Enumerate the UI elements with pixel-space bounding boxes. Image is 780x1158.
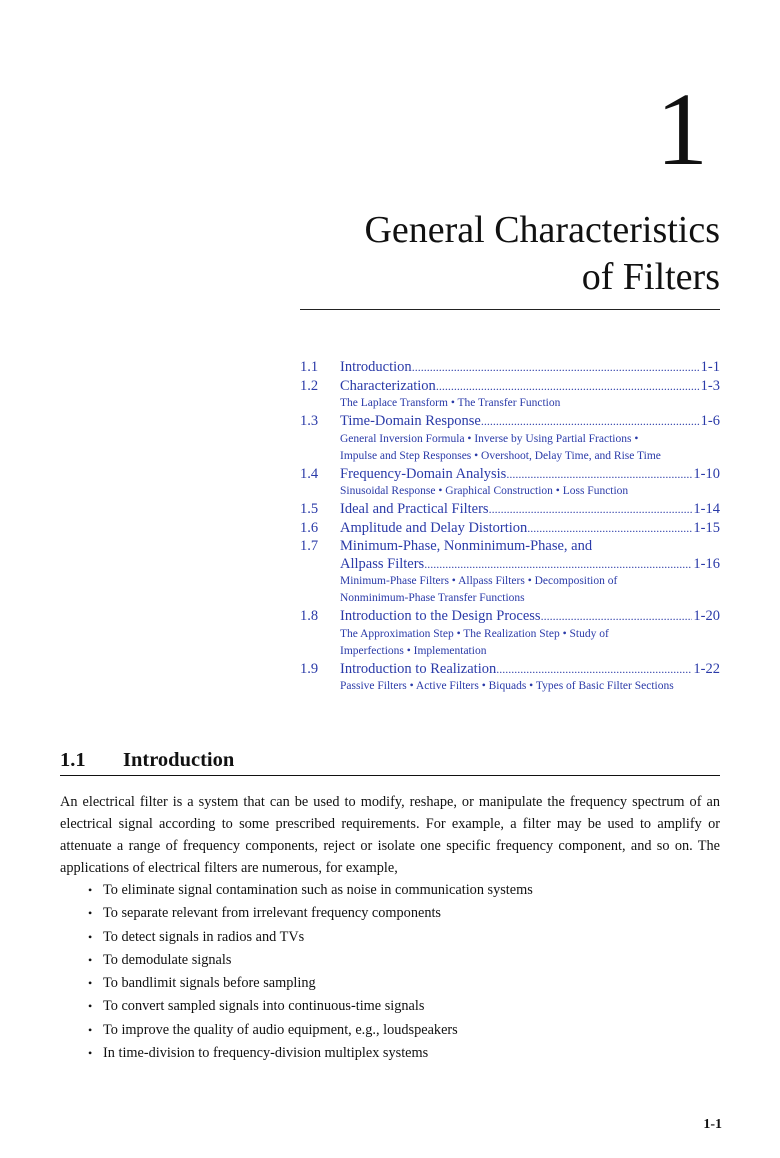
toc-leader: [412, 359, 700, 377]
toc-entry-1-2[interactable]: [300, 378, 720, 413]
list-item-text: In time-division to frequency-division multiplex systems: [103, 1045, 429, 1062]
list-item-text: To bandlimit signals before sampling: [103, 975, 316, 992]
toc-leader: [481, 413, 700, 431]
list-item-text: To convert sampled signals into continuous-time signals: [103, 998, 425, 1015]
toc-leader: [496, 661, 692, 679]
toc-subtopics: The Laplace Transform • The Transfer Function: [340, 397, 561, 409]
bullet-icon: •: [88, 976, 93, 991]
toc-page: 1-6: [700, 413, 720, 429]
toc-number: 1.4: [300, 465, 319, 482]
chapter-title-line: of Filters: [581, 256, 720, 298]
toc-subtopics: The Approximation Step • The Realization Step • Study of Imperfections • Implementation: [340, 627, 609, 657]
toc-leader: [424, 556, 692, 574]
list-item-text: To detect signals in radios and TVs: [103, 928, 305, 945]
toc-subtopics: Sinusoidal Response • Graphical Construction • Loss Function: [340, 485, 629, 497]
toc-title: Frequency-Domain Analysis: [340, 465, 507, 482]
table-of-contents: [300, 359, 720, 696]
toc-number: 1.9: [300, 660, 319, 677]
toc-title: Allpass Filters: [340, 555, 425, 572]
bullet-icon: •: [88, 1046, 93, 1061]
toc-subtopics: Passive Filters • Active Filters • Biquads • Types of Basic Filter Sections: [340, 680, 674, 692]
list-item-text: To improve the quality of audio equipment, e.g., loudspeakers: [103, 1021, 458, 1038]
bullet-icon: •: [88, 999, 93, 1014]
toc-number: 1.7: [300, 538, 319, 554]
bullet-icon: •: [88, 952, 93, 967]
toc-leader: [541, 608, 693, 626]
toc-title: Time-Domain Response: [340, 413, 481, 429]
toc-title: Introduction to Realization: [340, 660, 497, 677]
list-item: [88, 949, 533, 972]
toc-page: 1-10: [693, 465, 720, 482]
list-item-text: To separate relevant from irrelevant frequency components: [103, 905, 442, 922]
toc-page: 1-3: [700, 377, 720, 394]
toc-page: 1-16: [693, 555, 720, 572]
toc-number: 1.1: [300, 359, 319, 375]
toc-page: 1-20: [693, 608, 720, 624]
applications-list: [88, 879, 533, 1065]
title-rule: [300, 309, 720, 310]
page-number: 1-1: [703, 1117, 722, 1132]
section-heading: [60, 749, 720, 776]
toc-page: 1-15: [693, 519, 720, 536]
toc-subtopics: Minimum-Phase Filters • Allpass Filters • Decomposition of Nonminimum-Phase Transfer Functions: [340, 575, 618, 604]
section-number: 1.1: [60, 749, 86, 771]
list-item-text: To demodulate signals: [103, 951, 232, 968]
toc-title: Minimum-Phase, Nonminimum-Phase, and: [340, 538, 593, 554]
toc-entry-1-7[interactable]: [300, 538, 720, 607]
chapter-title-line: General Characteristics: [364, 209, 720, 251]
bullet-icon: •: [88, 906, 93, 921]
toc-entry-1-6[interactable]: [300, 520, 720, 538]
toc-page: 1-22: [693, 660, 720, 677]
intro-paragraph: An electrical filter is a system that can be used to modify, reshape, or manipulate the frequency spectrum of an electrical signal according to some prescribed requirements. For example, a filter may be used to amplify or attenuate a range of frequency components, reject or isolate one specific frequency component, and so on. The applications of electrical filters are numerous, for example,: [60, 794, 720, 876]
toc-entry-1-4[interactable]: [300, 466, 720, 501]
toc-leader: [489, 501, 693, 519]
list-item-text: To eliminate signal contamination such as noise in communication systems: [103, 882, 533, 898]
toc-entry-1-1[interactable]: [300, 359, 720, 377]
toc-title: Characterization: [340, 377, 436, 394]
toc-entry-1-3[interactable]: [300, 413, 720, 465]
toc-number: 1.3: [300, 413, 319, 429]
list-item: [88, 902, 533, 925]
toc-entry-1-9[interactable]: [300, 661, 720, 696]
chapter-number: 1: [656, 72, 708, 187]
toc-entry-1-5[interactable]: [300, 501, 720, 519]
list-item: [88, 1042, 533, 1065]
list-item: [88, 926, 533, 949]
chapter-title: [364, 207, 720, 301]
toc-title: Introduction: [340, 359, 412, 375]
toc-number: 1.8: [300, 608, 319, 624]
toc-title: Amplitude and Delay Distortion: [340, 519, 528, 536]
toc-number: 1.5: [300, 501, 319, 517]
toc-page: 1-14: [693, 501, 720, 517]
list-item: [88, 995, 533, 1018]
toc-subtopics: General Inversion Formula • Inverse by Using Partial Fractions • Impulse and Step Responses • Overshoot, Delay Time, and Rise Time: [340, 432, 661, 462]
toc-leader: [527, 520, 692, 538]
bullet-icon: •: [88, 1022, 93, 1037]
toc-page: 1-1: [700, 359, 720, 375]
list-item: [88, 879, 533, 902]
toc-title: Ideal and Practical Filters: [340, 501, 489, 517]
bullet-icon: •: [88, 883, 93, 897]
bullet-icon: •: [88, 929, 93, 944]
toc-leader: [436, 378, 700, 396]
toc-number: 1.6: [300, 519, 319, 536]
toc-leader: [506, 466, 692, 484]
list-item: [88, 972, 533, 995]
toc-title: Introduction to the Design Process: [340, 608, 541, 624]
toc-number: 1.2: [300, 377, 319, 394]
toc-entry-1-8[interactable]: [300, 608, 720, 660]
section-title: Introduction: [123, 749, 235, 771]
list-item: [88, 1019, 533, 1042]
